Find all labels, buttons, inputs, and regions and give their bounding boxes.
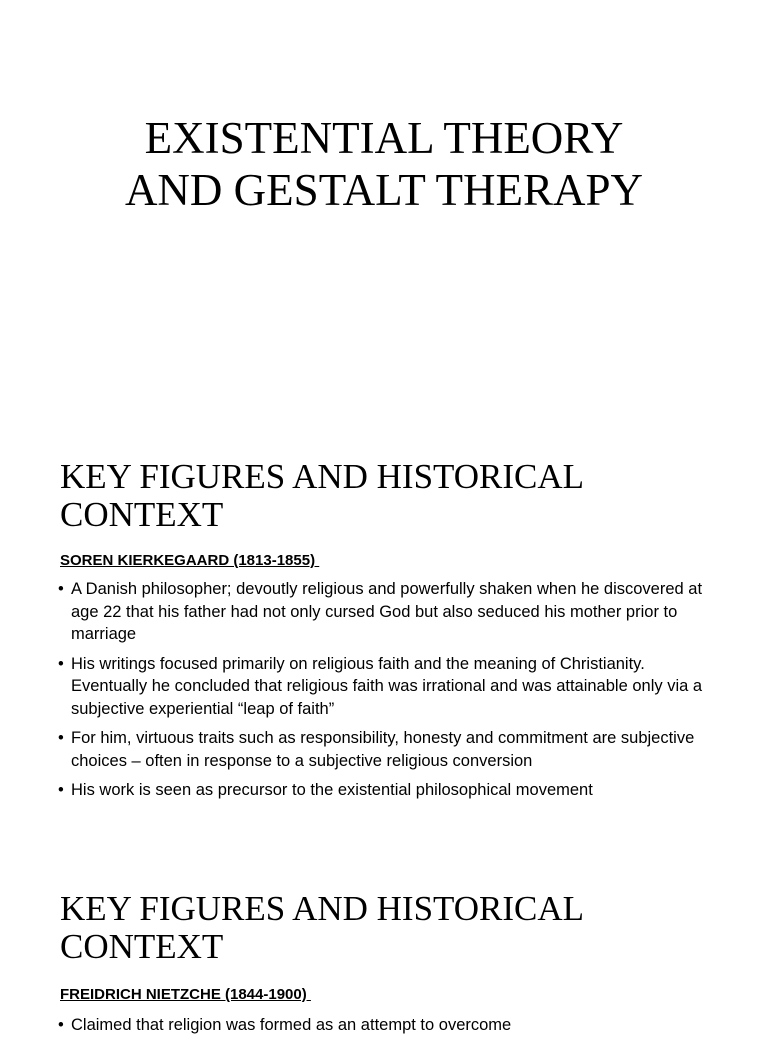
- slide-heading: [60, 458, 584, 534]
- slide-heading: [60, 890, 584, 966]
- bullet-item: • Claimed that religion was formed as an attempt to overcome: [58, 1014, 718, 1037]
- bullet-item: • His work is seen as precursor to the existential philosophical movement: [58, 779, 718, 802]
- figure-subheading: SOREN KIERKEGAARD (1813-1855): [60, 552, 320, 569]
- nietzsche-slide: [0, 864, 768, 1034]
- title-slide: [0, 0, 768, 432]
- bullet-item: • His writings focused primarily on religious faith and the meaning of Christianity. Eventually he concluded that religious faith was irrational and was attainable only via a subjective experiential “leap of faith”: [58, 653, 718, 721]
- presentation-title: [0, 112, 768, 216]
- bullet-list: [58, 1014, 718, 1044]
- title-line: EXISTENTIAL THEORY: [144, 113, 624, 163]
- figure-subheading: FREIDRICH NIETZCHE (1844-1900): [60, 986, 311, 1003]
- kierkegaard-slide: [0, 432, 768, 864]
- heading-line: KEY FIGURES AND HISTORICAL: [60, 889, 585, 928]
- bullet-list: [58, 578, 718, 809]
- heading-line: KEY FIGURES AND HISTORICAL: [60, 457, 585, 496]
- heading-line: CONTEXT: [60, 927, 224, 966]
- bullet-item: • For him, virtuous traits such as responsibility, honesty and commitment are subjective choices – often in response to a subjective religious conversion: [58, 727, 718, 772]
- title-line: AND GESTALT THERAPY: [124, 165, 644, 215]
- bullet-item: • A Danish philosopher; devoutly religious and powerfully shaken when he discovered at age 22 that his father had not only cursed God but also seduced his mother prior to marriage: [58, 578, 718, 646]
- heading-line: CONTEXT: [60, 495, 224, 534]
